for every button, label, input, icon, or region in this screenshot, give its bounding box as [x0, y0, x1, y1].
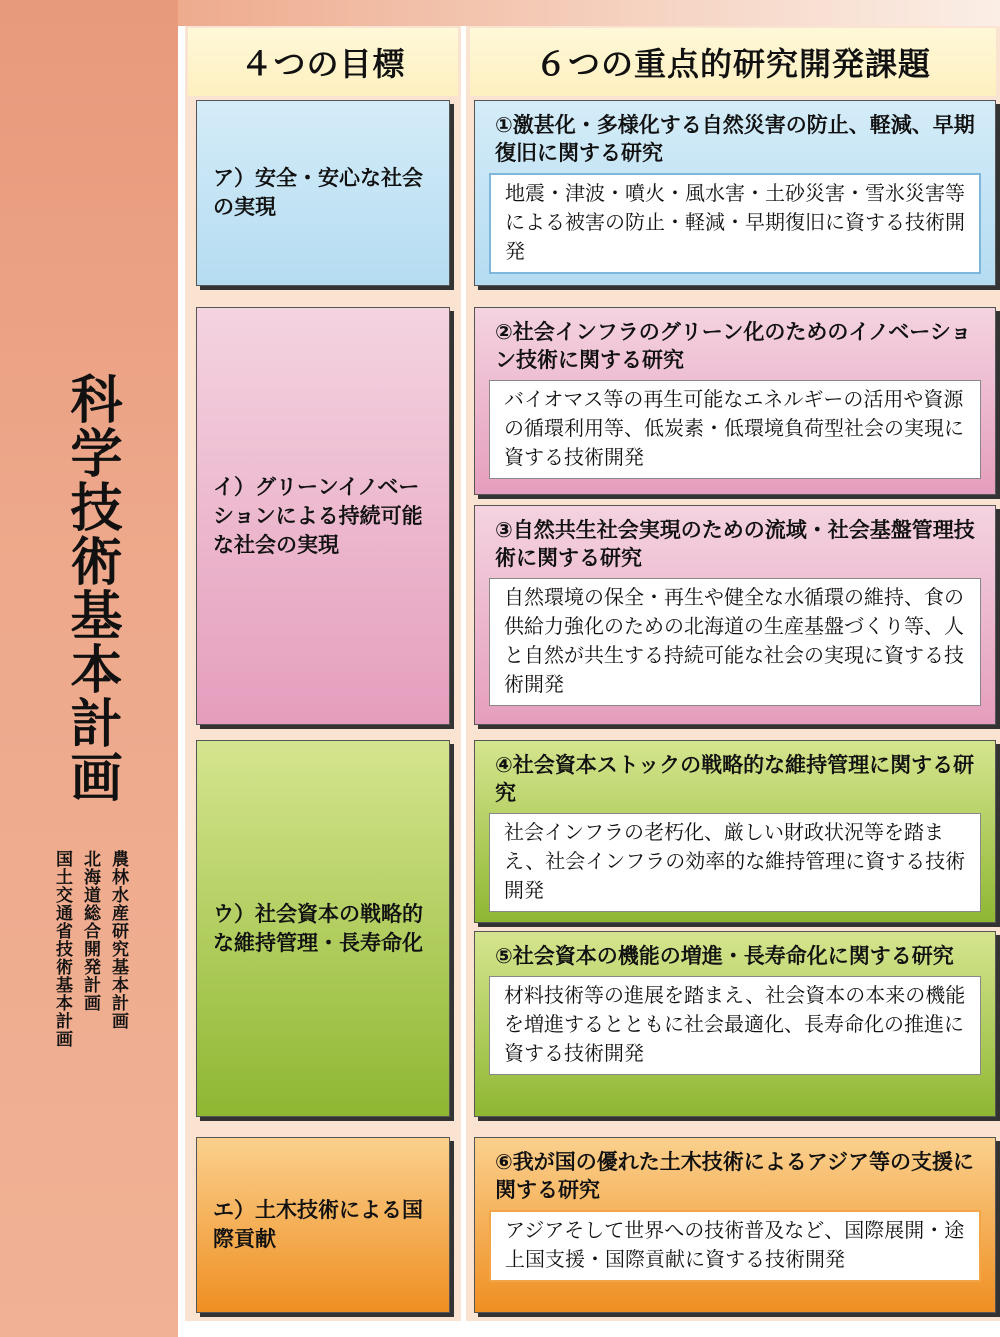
- theme-2-title: ②社会インフラのグリーン化のためのイノベーション技術に関する研究: [495, 320, 972, 372]
- theme-2-desc: バイオマス等の再生可能なエネルギーの活用や資源の循環利用等、低炭素・低環境負荷型社会の実現に資する技術開発: [489, 380, 981, 479]
- themes-header: ６つの重点的研究開発課題: [470, 28, 996, 96]
- theme-1-desc: 地震・津波・噴火・風水害・土砂災害・雪氷災害等による被害の防止・軽減・早期復旧に資する技術開発: [489, 173, 981, 274]
- theme-6-desc: アジアそして世界への技術普及など、国際展開・途上国支援・国際貢献に資する技術開発: [489, 1210, 981, 1282]
- goal-a: [196, 100, 450, 286]
- goal-i: [196, 307, 450, 725]
- theme-5: [474, 931, 996, 1117]
- theme-5-title: ⑤社会資本の機能の増進・長寿命化に関する研究: [495, 944, 954, 968]
- plan-main-title: 科学技術基本計画: [61, 372, 121, 804]
- goal-u: [196, 740, 450, 1117]
- theme-4: [474, 740, 996, 923]
- theme-3-title: ③自然共生社会実現のための流域・社会基盤管理技術に関する研究: [495, 518, 975, 570]
- goal-a-label: ア）安全・安心な社会の実現: [213, 166, 423, 219]
- theme-3-desc: 自然環境の保全・再生や健全な水循環の維持、食の供給力強化のための北海道の生産基盤づくり等、人と自然が共生する持続可能な社会の実現に資する技術開発: [489, 578, 981, 706]
- goal-u-label: ウ）社会資本の戦略的な維持管理・長寿命化: [213, 901, 423, 955]
- goals-header: ４つの目標: [188, 28, 458, 96]
- sub-plan-3: 国土交通省技術基本計画: [52, 850, 72, 1048]
- theme-5-desc: 材料技術等の進展を踏まえ、社会資本の本来の機能を増進するとともに社会最適化、長寿命化の推進に資する技術開発: [489, 976, 981, 1075]
- theme-4-desc: 社会インフラの老朽化、厳しい財政状況等を踏まえ、社会インフラの効率的な維持管理に資する技術開発: [489, 813, 981, 912]
- goal-i-label: イ）グリーンイノベーションによる持続可能な社会の実現: [213, 474, 423, 557]
- goal-e: [196, 1137, 450, 1313]
- top-band: [178, 0, 1000, 26]
- theme-1-title: ①激甚化・多様化する自然災害の防止、軽減、早期復旧に関する研究: [495, 113, 975, 165]
- theme-1: [474, 100, 996, 286]
- sub-plan-1: 農林水産研究基本計画: [108, 850, 128, 1030]
- theme-4-title: ④社会資本ストックの戦略的な維持管理に関する研究: [495, 753, 975, 805]
- sub-plan-2: 北海道総合開発計画: [80, 850, 100, 1012]
- theme-3: [474, 505, 996, 725]
- goal-e-label: エ）土木技術による国際貢献: [213, 1198, 423, 1251]
- theme-6: [474, 1137, 996, 1313]
- theme-6-title: ⑥我が国の優れた土木技術によるアジア等の支援に関する研究: [495, 1150, 974, 1202]
- theme-2: [474, 307, 996, 495]
